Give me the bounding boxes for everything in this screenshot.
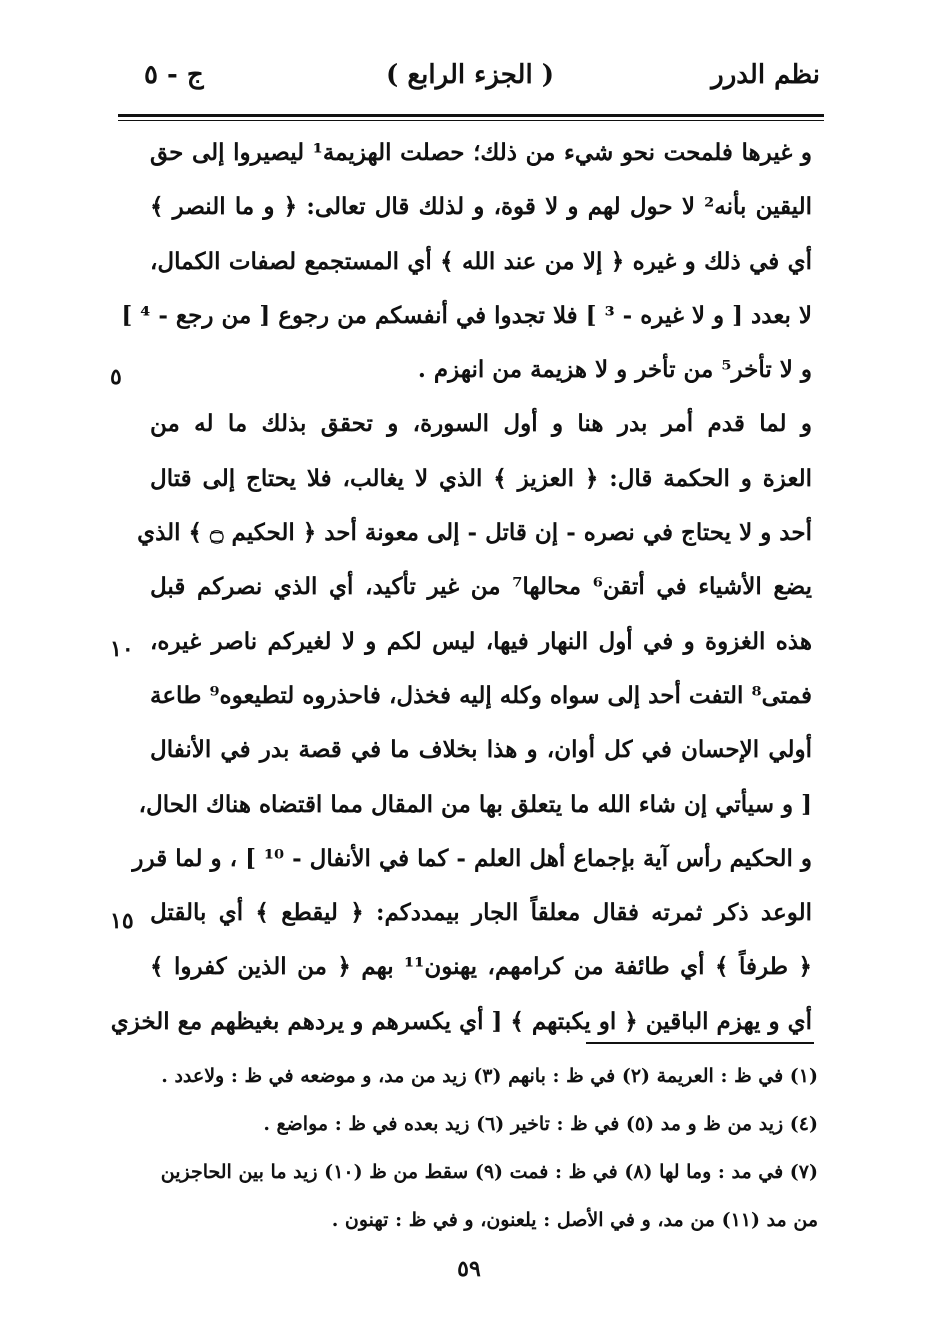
text-line: و الحكيم رأس آية بإجماع أهل العلم - كما في الأنفال - ¹⁰ ] ، و لما قرر: [132, 844, 812, 872]
line-number-5: ٥: [110, 364, 122, 390]
text-line: أي و يهزم الباقين ﴿ او يكبتهم ﴾ [ أي يكسرهم و يردهم بغيظهم مع الخزي: [110, 1007, 812, 1035]
text-line: أحد و لا يحتاج في نصره - إن قاتل - إلى معونة أحد ﴿ الحكيم ۝ ﴾ الذي: [137, 519, 812, 547]
text-line: أي في ذلك و غيره ﴿ إلا من عند الله ﴾ أي المستجمع لصفات الكمال،: [150, 247, 812, 275]
text-line: اليقين بأنه² لا حول لهم و لا قوة، و لذلك قال تعالى: ﴿ و ما النصر ﴾: [150, 193, 812, 221]
text-line: الوعد ذكر ثمرته فقال معلقاً الجار بيمددكم: ﴿ ليقطع ﴾ أي بالقتل: [150, 899, 812, 927]
running-header: [120, 60, 820, 104]
text-line: أولي الإحسان في كل أوان، و هذا بخلاف ما في قصة بدر في الأنفال: [150, 736, 812, 764]
line-number-15: ١٥: [110, 908, 134, 934]
line-number-10: ١٠: [110, 636, 134, 662]
footnote-line: (٧) في مد : وما لها (٨) في ظ : فمت (٩) سقط من ظ (١٠) زيد ما بين الحاجزين: [160, 1161, 818, 1183]
text-line: ﴿ طرفاً ﴾ أي طائفة من كرامهم، يهنون¹¹ بهم ﴿ من الذين كفروا ﴾: [150, 953, 812, 981]
text-line: و غيرها فلمحت نحو شيء من ذلك؛ حصلت الهزيمة¹ ليصيروا إلى حق: [150, 139, 812, 166]
text-line: العزة و الحكمة قال: ﴿ العزيز ﴾ الذي لا يغالب، فلا يحتاج إلى قتال: [150, 464, 812, 492]
text-line: هذه الغزوة و في أول النهار فيها، ليس لكم و لا لغيركم ناصر غيره،: [150, 627, 812, 655]
text-line: و لا تأخر⁵ من تأخر و لا هزيمة من انهزم .: [417, 356, 812, 384]
book-title: نظم الدرر: [711, 60, 820, 90]
footnote-line: (١) في ظ : العريمة (٢) في ظ : بانهم (٣) زيد من مد، و موضعه في ظ : ولاعدد .: [161, 1065, 818, 1087]
footnote-rule: [586, 1042, 814, 1044]
part-label: ج - ٥: [144, 60, 204, 90]
text-line: و لما قدم أمر بدر هنا و أول السورة، و تحقق بذلك ما له من: [150, 410, 812, 438]
text-line: فمتى⁸ التفت أحد إلى سواه وكله إليه فخذل، فاحذروه لتطيعوه⁹ طاعة: [150, 681, 812, 709]
text-line: يضع الأشياء في أتقن⁶ محالها⁷ من غير تأكيد، أي الذي نصركم قبل: [150, 573, 812, 601]
footnote-line: من مد (١١) من مد، و في الأصل : يلعنون، و في ظ : تهنون .: [331, 1209, 818, 1231]
header-rule-thick: [118, 114, 824, 117]
volume-label: ( الجزء الرابع ): [385, 60, 555, 90]
header-rule-thin: [118, 120, 824, 121]
footnotes: [160, 1052, 818, 1244]
footnote-line: (٤) زيد من ظ و مد (٥) في ظ : تاخير (٦) زيد بعده في ظ : مواضع .: [263, 1113, 818, 1135]
text-line: لا بعدد [ و لا غيره - ³ ] فلا تجدوا في أنفسكم من رجوع [ من رجع - ⁴ ]: [121, 301, 812, 329]
text-line: [ و سيأتي إن شاء الله ما يتعلق بها من المقال مما اقتضاه هناك الحال،: [138, 790, 812, 818]
page-number: ٥٩: [457, 1256, 481, 1282]
